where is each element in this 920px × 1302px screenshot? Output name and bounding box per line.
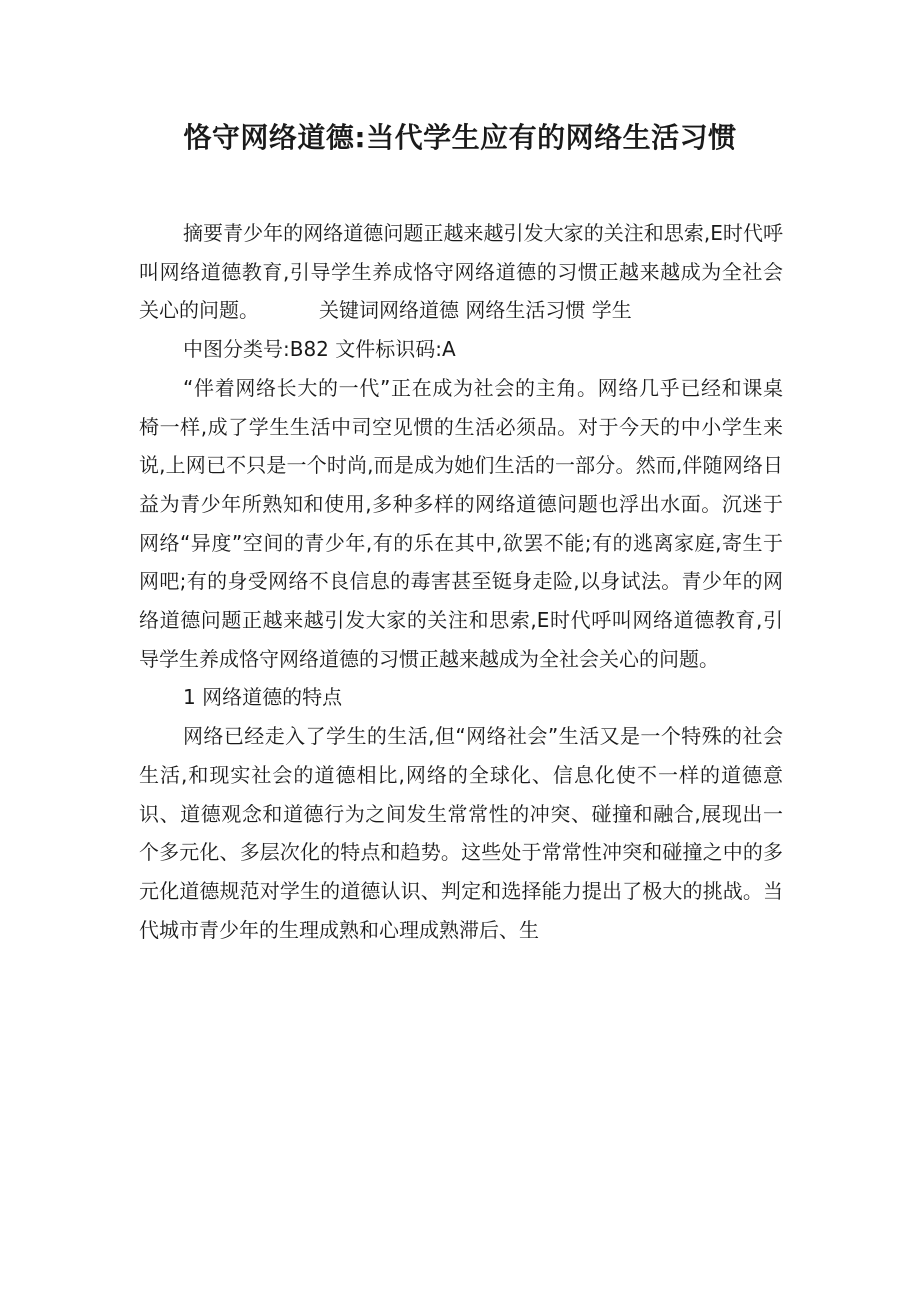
classification-line: 中图分类号:B82 文件标识码:A [183, 337, 456, 362]
document-body [139, 214, 783, 949]
abstract-paragraph [139, 214, 783, 330]
keywords-text: 关键词网络道德 网络生活习惯 学生 [319, 298, 632, 323]
body-paragraph-1: “伴着网络长大的一代”正在成为社会的主角。网络几乎已经和课桌椅一样,成了学生生活中司空见惯的生活必须品。对于今天的中小学生来说,上网已不只是一个时尚,而是成为她们生活的一部分。然而,伴随网络日益为青少年所熟知和使用,多种多样的网络道德问题也浮出水面。沉迷于网络“异度”空间的青少年,有的乐在其中,欲罢不能;有的逃离家庭,寄生于网吧;有的身受网络不良信息的毒害甚至铤身走险,以身试法。青少年的网络道德问题正越来越引发大家的关注和思索,E时代呼叫网络道德教育,引导学生养成恪守网络道德的习惯正越来越成为全社会关心的问题。 [139, 375, 783, 671]
document-title: 恪守网络道德:当代学生应有的网络生活习惯 [183, 121, 737, 154]
section-heading-1: 1 网络道德的特点 [183, 685, 343, 710]
body-paragraph-2: 网络已经走入了学生的生活,但“网络社会”生活又是一个特殊的社会生活,和现实社会的道德相比,网络的全球化、信息化使不一样的道德意识、道德观念和道德行为之间发生常常性的冲突、碰撞和融合,展现出一个多元化、多层次化的特点和趋势。这些处于常常性冲突和碰撞之中的多元化道德规范对学生的道德认识、判定和选择能力提出了极大的挑战。当代城市青少年的生理成熟和心理成熟滞后、生 [139, 724, 783, 942]
abstract-text: 摘要青少年的网络道德问题正越来越引发大家的关注和思索,E时代呼叫网络道德教育,引导学生养成恪守网络道德的习惯正越来越成为全社会关心的问题。 [139, 221, 783, 323]
